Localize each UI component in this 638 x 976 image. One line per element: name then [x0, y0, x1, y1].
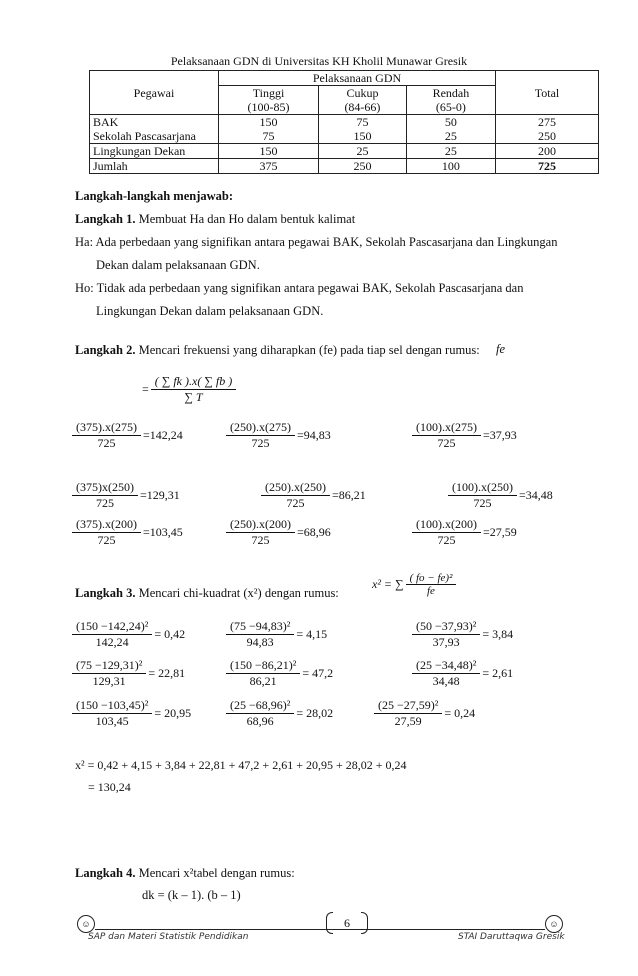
cell: 250 [319, 159, 407, 174]
page-number: 6 [344, 916, 350, 930]
fe-calc [450, 480, 553, 511]
col-range: (84-66) [319, 100, 407, 115]
chi-calc [228, 619, 327, 650]
fe-calc [228, 420, 331, 451]
cell: 150 [219, 144, 319, 159]
chi-calc [74, 619, 185, 650]
dk-formula: dk = (k – 1). (b – 1) [142, 888, 241, 902]
data-table [89, 70, 599, 174]
chi-formula-lhs: x² = ∑ [372, 577, 404, 591]
col-name: Tinggi [219, 86, 319, 101]
fe-res: =37,93 [482, 428, 517, 442]
fe-calc [263, 480, 366, 511]
chi-formula [372, 572, 454, 597]
step4 [75, 865, 295, 882]
chi-den: 37,93 [412, 634, 480, 650]
head-group: Pelaksanaan GDN [219, 71, 496, 86]
chi-calc [228, 658, 333, 689]
fe-num: (250).x(250) [265, 480, 326, 494]
fe-num: (100).x(200) [416, 517, 477, 531]
fe-den: 725 [226, 435, 295, 451]
chi-num: (150 −142,24)² [76, 619, 149, 633]
chi-den: 103,45 [72, 713, 152, 729]
fe-num: (250).x(275) [230, 420, 291, 434]
chi-calc [414, 619, 513, 650]
fe-res: =27,59 [482, 525, 517, 539]
ha-line1: Ha: Ada perbedaan yang signifikan antara pegawai BAK, Sekolah Pascasarjana dan Lingkungan [75, 235, 558, 249]
sum-result: = 130,24 [88, 780, 131, 794]
fe-formula-den: ∑ T [151, 389, 236, 405]
cell: 375 [219, 159, 319, 174]
fe-res: =34,48 [518, 488, 553, 502]
col-range: (100-85) [219, 100, 319, 115]
chi-res: = 0,42 [154, 627, 186, 641]
fe-res: =94,83 [296, 428, 331, 442]
fe-calc [74, 480, 180, 511]
row-label: BAK [90, 115, 219, 130]
fe-res: =86,21 [331, 488, 366, 502]
chi-den: 94,83 [226, 634, 294, 650]
chi-num: (25 −68,96)² [230, 698, 291, 712]
chi-calc [74, 658, 185, 689]
footer-rule [95, 929, 545, 930]
ha-line2: Dekan dalam pelaksanaan GDN. [96, 258, 260, 272]
fe-calc [414, 420, 517, 451]
chi-den: 27,59 [374, 713, 442, 729]
fe-num: (375).x(200) [76, 517, 137, 531]
step3-text: Mencari chi-kuadrat (x²) dengan rumus: [135, 586, 339, 600]
chi-num: (150 −103,45)² [76, 698, 149, 712]
cell: 100 [406, 159, 495, 174]
col-name: Rendah [406, 86, 495, 101]
fe-den: 725 [412, 532, 481, 548]
chi-num: (25 −27,59)² [378, 698, 439, 712]
fe-num: (375)x(250) [76, 480, 134, 494]
chi-calc [228, 698, 333, 729]
step4-label: Langkah 4. [75, 866, 136, 880]
chi-den: 68,96 [226, 713, 294, 729]
step2-label: Langkah 2. [75, 343, 136, 357]
chi-calc [74, 698, 191, 729]
row-label: Jumlah [90, 159, 219, 174]
chi-den: 86,21 [226, 673, 300, 689]
chi-num: (50 −37,93)² [416, 619, 477, 633]
footer-left: SAP dan Materi Statistik Pendidikan [88, 932, 249, 942]
step2-text: Mencari frekuensi yang diharapkan (fe) pada tiap sel dengan rumus: [135, 343, 480, 357]
row-label: Sekolah Pascasarjana [90, 129, 219, 144]
chi-den: 142,24 [72, 634, 152, 650]
fe-res: =129,31 [139, 488, 180, 502]
table-caption: Pelaksanaan GDN di Universitas KH Kholil Munawar Gresik [170, 54, 468, 68]
head-pegawai: Pegawai [90, 71, 219, 115]
step4-text: Mencari x²tabel dengan rumus: [135, 866, 295, 880]
fe-calc [228, 517, 331, 548]
fe-res: =68,96 [296, 525, 331, 539]
cell: 150 [219, 115, 319, 130]
chi-res: = 2,61 [482, 666, 514, 680]
fe-den: 725 [448, 495, 517, 511]
cell: 25 [319, 144, 407, 159]
step2-fe: fe [496, 342, 506, 356]
smiley-icon: ☺ [545, 915, 563, 933]
chi-res: = 22,81 [148, 666, 186, 680]
fe-calc [74, 517, 183, 548]
row-label: Lingkungan Dekan [90, 144, 219, 159]
cell-total: 200 [496, 144, 599, 159]
col-name: Cukup [319, 86, 407, 101]
step3 [75, 585, 339, 602]
col-range: (65-0) [406, 100, 495, 115]
chi-num: (25 −34,48)² [416, 658, 477, 672]
steps-title: Langkah-langkah menjawab: [75, 189, 234, 203]
chi-res: = 20,95 [154, 706, 192, 720]
chi-res: = 0,24 [444, 706, 476, 720]
fe-res: =103,45 [142, 525, 183, 539]
ho-line2: Lingkungan Dekan dalam pelaksanaan GDN. [96, 304, 324, 318]
fe-formula-num: ( ∑ fk ).x( ∑ fb ) [154, 374, 233, 388]
chi-res: = 3,84 [482, 627, 514, 641]
head-total: Total [496, 71, 599, 115]
cell: 50 [406, 115, 495, 130]
fe-den: 725 [261, 495, 330, 511]
chi-res: = 28,02 [296, 706, 334, 720]
sum-line: x² = 0,42 + 4,15 + 3,84 + 22,81 + 47,2 + 2,61 + 20,95 + 28,02 + 0,24 [75, 758, 407, 772]
fe-den: 725 [412, 435, 481, 451]
cell: 25 [406, 129, 495, 144]
chi-calc [376, 698, 475, 729]
smiley-icon: ☺ [77, 915, 95, 933]
step3-label: Langkah 3. [75, 586, 136, 600]
chi-res: = 47,2 [302, 666, 334, 680]
cell: 75 [219, 129, 319, 144]
fe-num: (250).x(200) [230, 517, 291, 531]
chi-res: = 4,15 [296, 627, 328, 641]
step1-label: Langkah 1. [75, 212, 136, 226]
fe-formula [142, 374, 234, 405]
fe-res: =142,24 [142, 428, 183, 442]
fe-den: 725 [72, 532, 141, 548]
fe-den: 725 [226, 532, 295, 548]
step1 [75, 211, 355, 228]
chi-calc [414, 658, 513, 689]
fe-formula-eq: = [142, 382, 149, 396]
fe-calc [74, 420, 183, 451]
chi-den: 129,31 [72, 673, 146, 689]
fe-num: (375).x(275) [76, 420, 137, 434]
chi-formula-num: ( fo − fe)² [409, 572, 453, 584]
cell-total: 275 [496, 115, 599, 130]
chi-den: 34,48 [412, 673, 480, 689]
step2 [75, 342, 480, 359]
cell: 25 [406, 144, 495, 159]
cell: 150 [319, 129, 407, 144]
fe-den: 725 [72, 435, 141, 451]
fe-calc [414, 517, 517, 548]
fe-den: 725 [72, 495, 138, 511]
step1-text: Membuat Ha dan Ho dalam bentuk kalimat [135, 212, 356, 226]
chi-formula-den: fe [406, 584, 457, 597]
footer-right: STAI Daruttaqwa Gresik [458, 932, 565, 942]
chi-num: (150 −86,21)² [230, 658, 297, 672]
ho-line1: Ho: Tidak ada perbedaan yang signifikan antara pegawai BAK, Sekolah Pascasarjana dan [75, 281, 524, 295]
fe-num: (100).x(250) [452, 480, 513, 494]
cell: 75 [319, 115, 407, 130]
fe-num: (100).x(275) [416, 420, 477, 434]
chi-num: (75 −129,31)² [76, 658, 143, 672]
cell-total: 250 [496, 129, 599, 144]
cell-total: 725 [496, 159, 599, 174]
chi-num: (75 −94,83)² [230, 619, 291, 633]
